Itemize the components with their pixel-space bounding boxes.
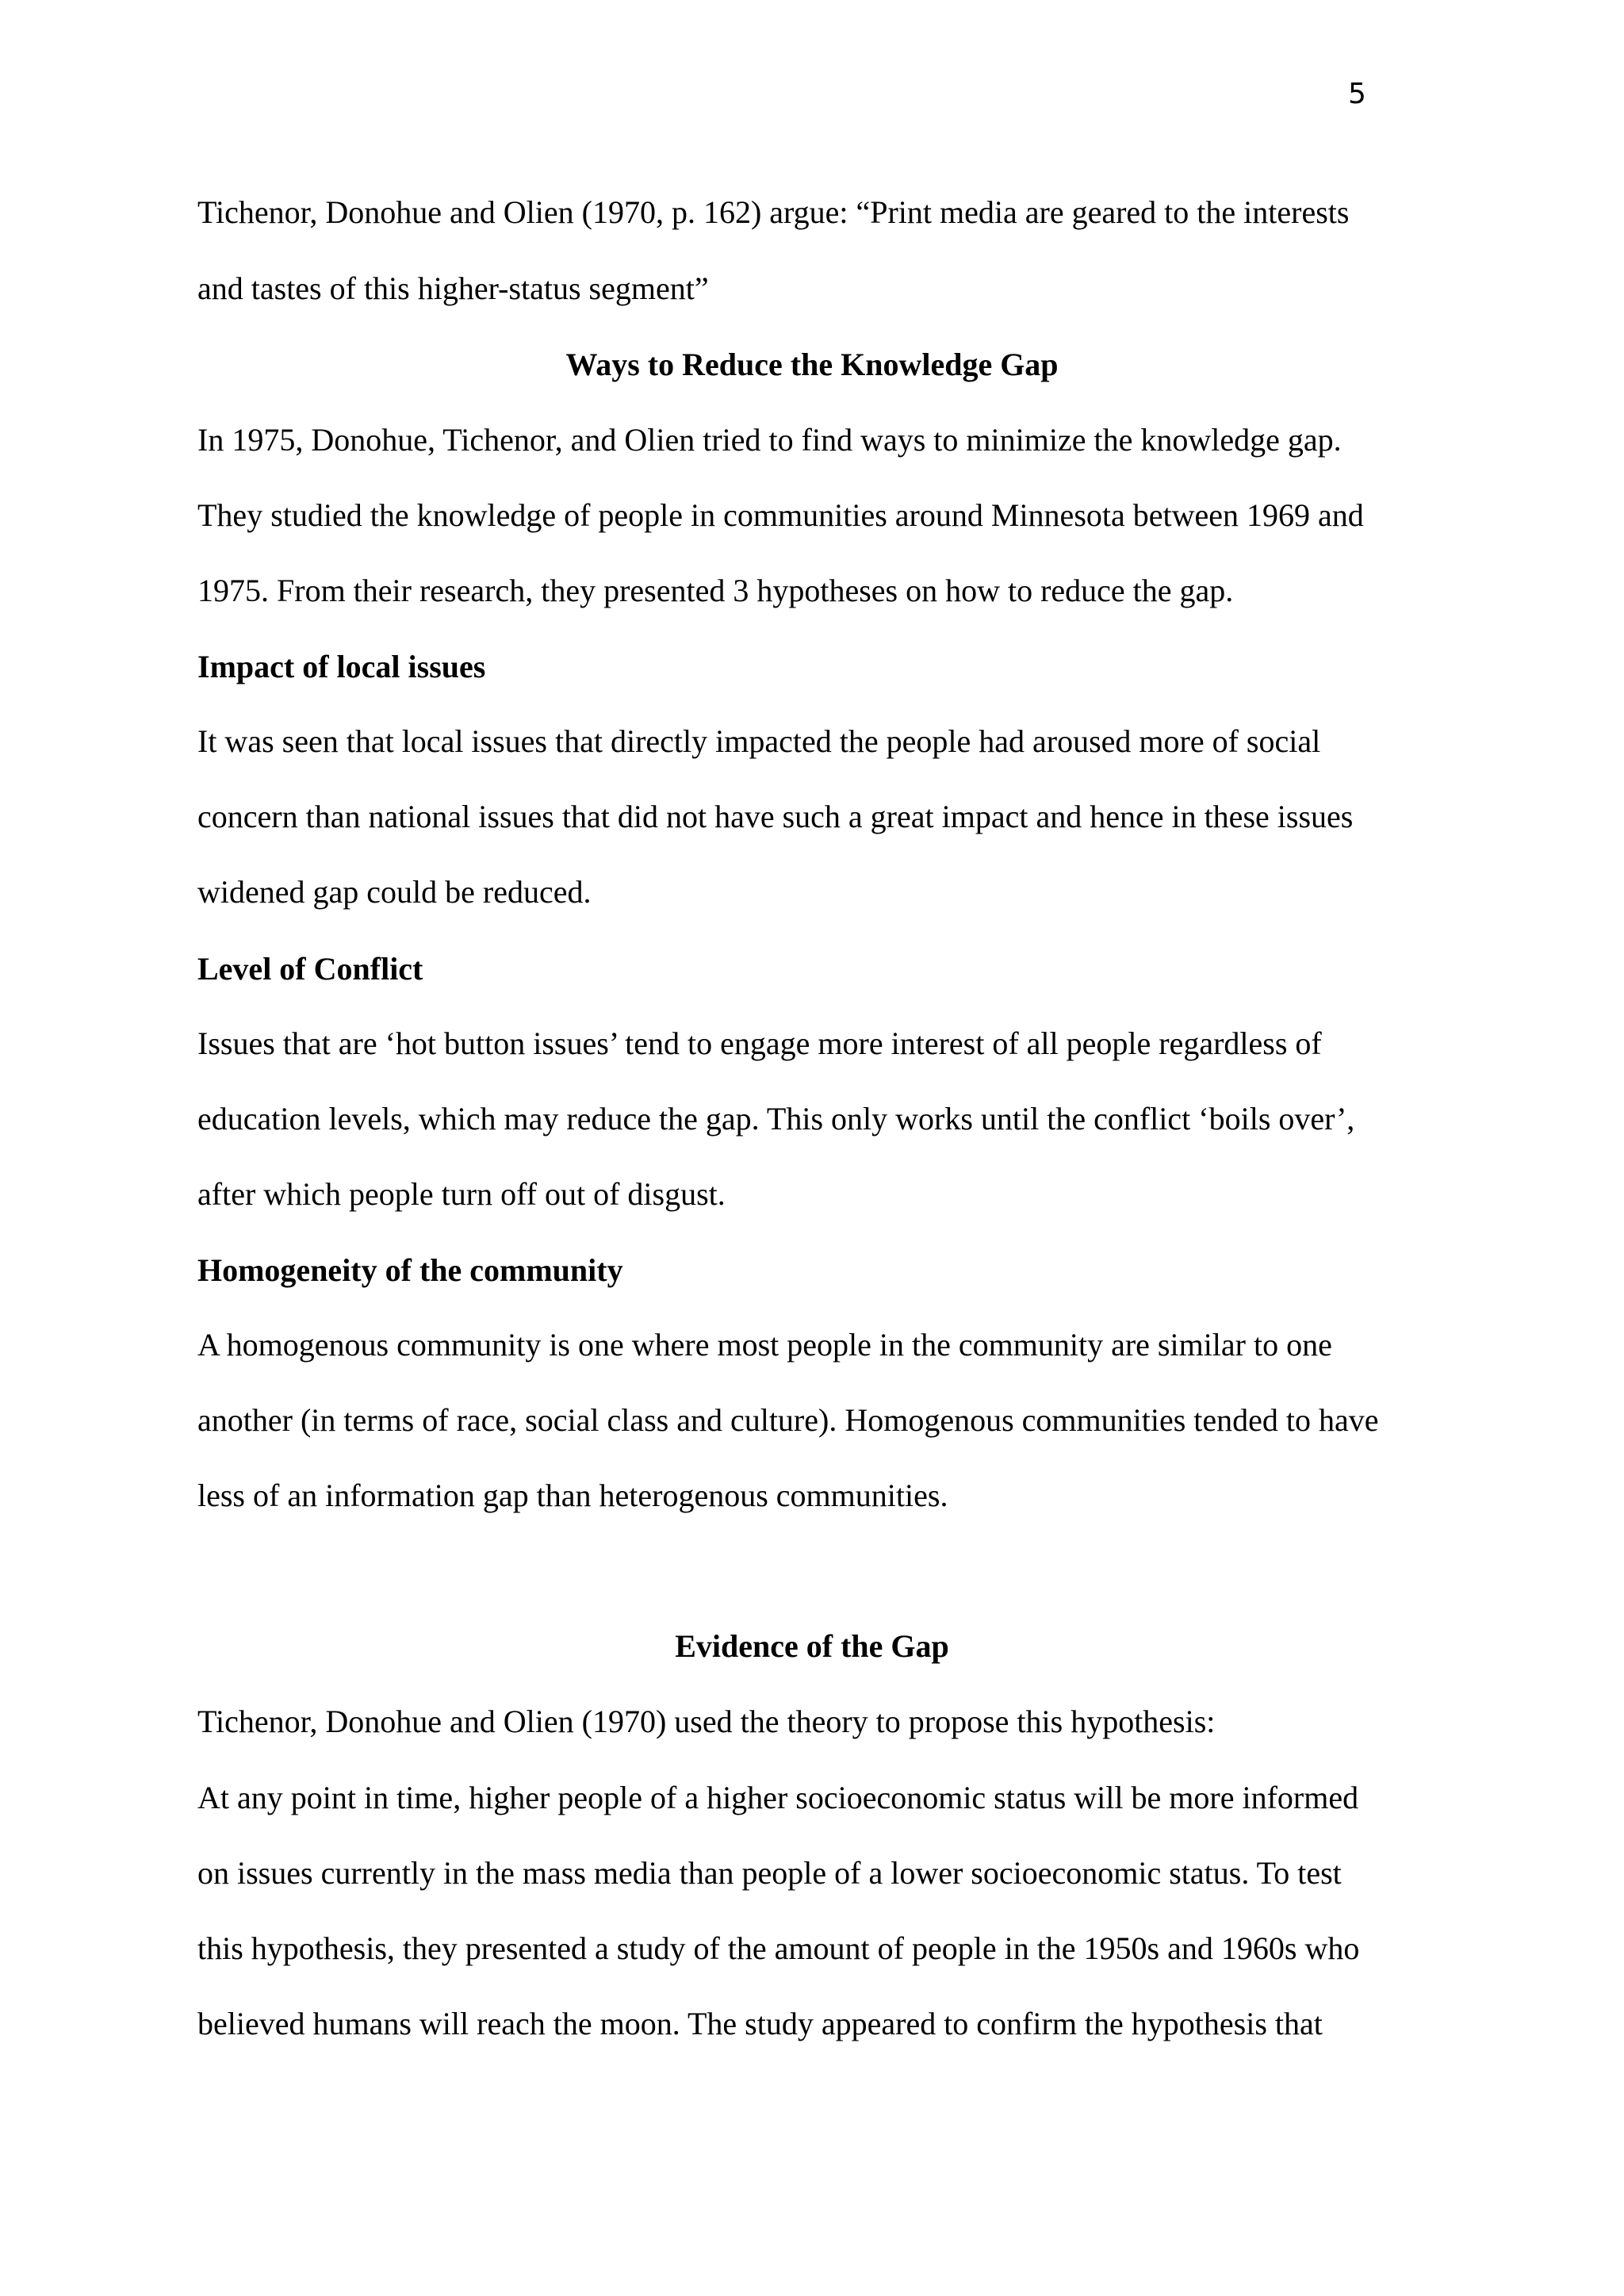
evidence-line-2: At any point in time, higher people of a higher socioeconomic status will be more informed [197,1780,1359,1815]
subheading-local-issues: Impact of local issues [197,649,486,684]
homogeneity-line-2: another (in terms of race, social class and culture). Homogenous communities tended to have [197,1402,1379,1438]
reduce-line-1: In 1975, Donohue, Tichenor, and Olien tried to find ways to minimize the knowledge gap. [197,422,1342,458]
local-line-1: It was seen that local issues that directly impacted the people had aroused more of social [197,723,1321,759]
evidence-line-5: believed humans will reach the moon. The study appeared to confirm the hypothesis that [197,2006,1323,2041]
intro-line-2: and tastes of this higher-status segment” [197,270,709,306]
evidence-line-1: Tichenor, Donohue and Olien (1970) used the theory to propose this hypothesis: [197,1704,1216,1739]
conflict-line-2: education levels, which may reduce the gap. This only works until the conflict ‘boils over’, [197,1101,1355,1137]
subheading-conflict: Level of Conflict [197,951,423,987]
local-line-3: widened gap could be reduced. [197,874,592,910]
reduce-line-3: 1975. From their research, they presented 3 hypotheses on how to reduce the gap. [197,573,1234,608]
section-heading-evidence: Evidence of the Gap [675,1628,949,1664]
reduce-line-2: They studied the knowledge of people in communities around Minnesota between 1969 and [197,497,1364,533]
conflict-line-1: Issues that are ‘hot button issues’ tend to engage more interest of all people regardless of [197,1025,1322,1061]
homogeneity-line-1: A homogenous community is one where most people in the community are similar to one [197,1327,1332,1363]
intro-line-1: Tichenor, Donohue and Olien (1970, p. 162) argue: “Print media are geared to the interests [197,194,1350,230]
evidence-line-3: on issues currently in the mass media than people of a lower socioeconomic status. To test [197,1855,1342,1891]
section-heading-reduce: Ways to Reduce the Knowledge Gap [565,347,1059,382]
local-line-2: concern than national issues that did not have such a great impact and hence in these issues [197,799,1354,834]
evidence-line-4: this hypothesis, they presented a study of the amount of people in the 1950s and 1960s who [197,1930,1360,1966]
page-number: 5 [1348,78,1366,110]
conflict-line-3: after which people turn off out of disgust. [197,1176,726,1212]
homogeneity-line-3: less of an information gap than heterogenous communities. [197,1478,948,1513]
subheading-homogeneity: Homogeneity of the community [197,1252,623,1288]
